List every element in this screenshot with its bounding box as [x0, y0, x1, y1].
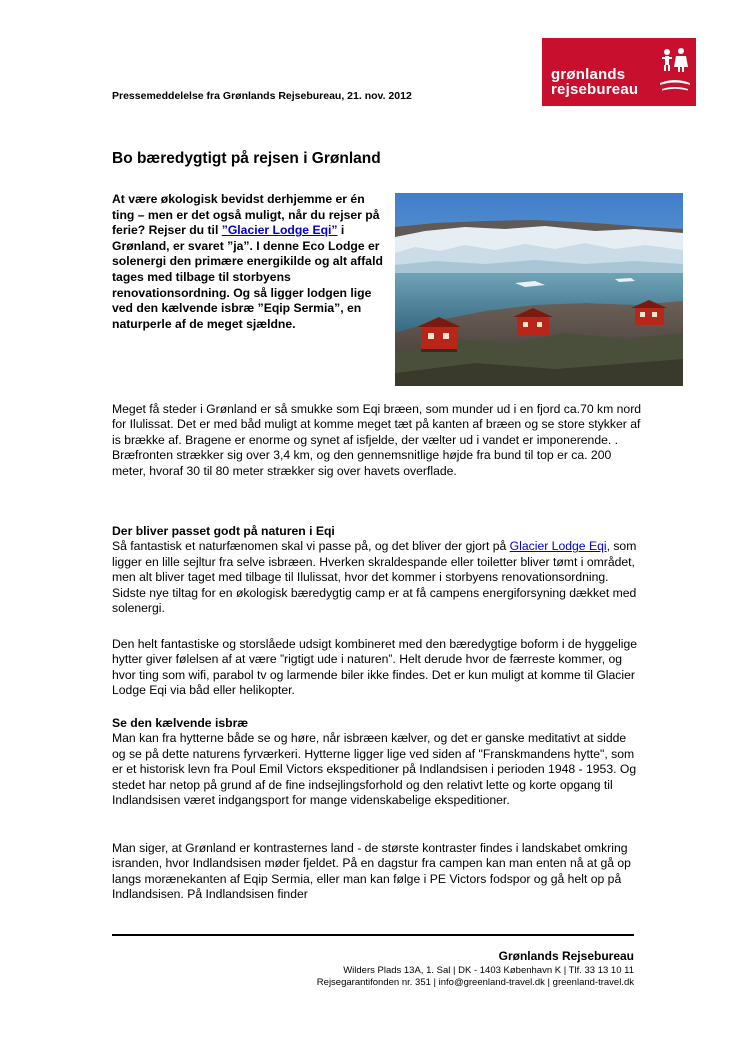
footer-company-name: Grønlands Rejsebureau [498, 949, 634, 963]
press-release-line: Pressemeddelelse fra Grønlands Rejsebureau, 21. nov. 2012 [112, 90, 412, 102]
logo-line-1: grønlands [551, 66, 626, 83]
intro-paragraph [112, 192, 387, 332]
paragraph-4-text: Man kan fra hytterne både se og høre, når isbræen kælver, og det er ganske meditativt at sidde og se på dette naturens fyrværkeri. Hytterne ligger lige ved siden af "Franskmandens hytte", som er et historisk levn fra Poul Emil Victors ekspeditioner på Indlandsisen i perioden 1948 - 1953. Og stedet har netop på grund af de fine indsejlingsforhold og den relativt lette og korte opgang til Indlandsisen været indgangsport for mange videnskabelige ekspeditioner. [112, 731, 637, 808]
paragraph-2-text-2: , som ligger en lille sejltur fra selve isbræen. Hverken skraldespande eller toiletter bliver tømt i området, men alt bliver taget med tilbage til Ilulissat, hvor det kommer i storbyens renovationsordning. Sidste nye tiltag for en økologisk bæredygtig camp er at få campens energiforsyning dækket med solenergi. [112, 539, 637, 616]
paragraph-2 [112, 524, 642, 616]
paragraph-1: Meget få steder i Grønland er så smukke som Eqi bræen, som munder ud i en fjord ca.70 km nord for Ilulissat. Det er med båd muligt at komme meget tæt på kanten af bræen og se store stykker af is brække af. Bragene er enorme og synet af isfjelde, der vælter ud i vandet er imponerende. . Bræfronten strækker sig over 3,4 km, og den gennemsnitlige højde fra bund til top er ca. 200 meter, hvoraf 30 til 80 meter strækker sig over havets overflade. [112, 402, 642, 478]
intro-text-2: i Grønland, er svaret ”ja”. I denne Eco Lodge er solenergi den primære energikilde og alt affald tages med tilbage til storbyens renovationsordning. Og så ligger lodgen lige ved den kælvende isbræ ”Eqip Sermia”, en naturperle af de meget sjældne. [112, 223, 383, 331]
footer-contact: Rejsegarantifonden nr. 351 | info@greenland-travel.dk | greenland-travel.dk [316, 977, 634, 988]
footer-address: Wilders Plads 13A, 1. Sal | DK - 1403 København K | Tlf. 33 13 10 11 [343, 964, 634, 976]
paragraph-2-text-1: Så fantastisk et naturfænomen skal vi passe på, og det bliver der gjort på [112, 539, 510, 554]
page-title: Bo bæredygtigt på rejsen i Grønland [112, 150, 381, 167]
intro-text-1: At være økologisk bevidst derhjemme er én ting – men er det også muligt, når du rejser på ferie? Rejser du til [112, 192, 380, 238]
glacier-lodge-link-2[interactable]: Glacier Lodge Eqi [509, 539, 607, 554]
glacier-lodge-link[interactable]: ”Glacier Lodge Eqi” [221, 223, 338, 238]
heading-nature: Der bliver passet godt på naturen i Eqi [112, 524, 335, 538]
logo-line-2: rejsebureau [551, 81, 639, 98]
logo-figures-icon [660, 46, 690, 98]
footer [317, 950, 634, 990]
company-logo [542, 38, 696, 106]
paragraph-5: Man siger, at Grønland er kontrasternes land - de største kontraster findes i landskabet omkring isranden, hvor Indlandsisen møder fjeldet. På en dagstur fra campen kan man enten nå at gå op langs morænekanten af Eqip Sermia, eller man kan følge i PE Victors fodspor og gå helt op på Indlandsisen. På Indlandsisen finder [112, 841, 631, 902]
glacier-lodge-photo [395, 193, 683, 386]
footer-divider [112, 934, 634, 936]
paragraph-3: Den helt fantastiske og storslåede udsigt kombineret med den bæredygtige boform i de hyggelige hytter giver følelsen af at være ”rigtigt ude i naturen”. Helt derude hvor de færreste kommer, og hvor ting som wifi, parabol tv og larmende biler ikke findes. Det er kun muligt at komme til Glacier Lodge Eqi via båd eller helikopter. [112, 637, 638, 698]
heading-calving-glacier: Se den kælvende isbræ [112, 716, 249, 730]
paragraph-4 [112, 716, 642, 808]
